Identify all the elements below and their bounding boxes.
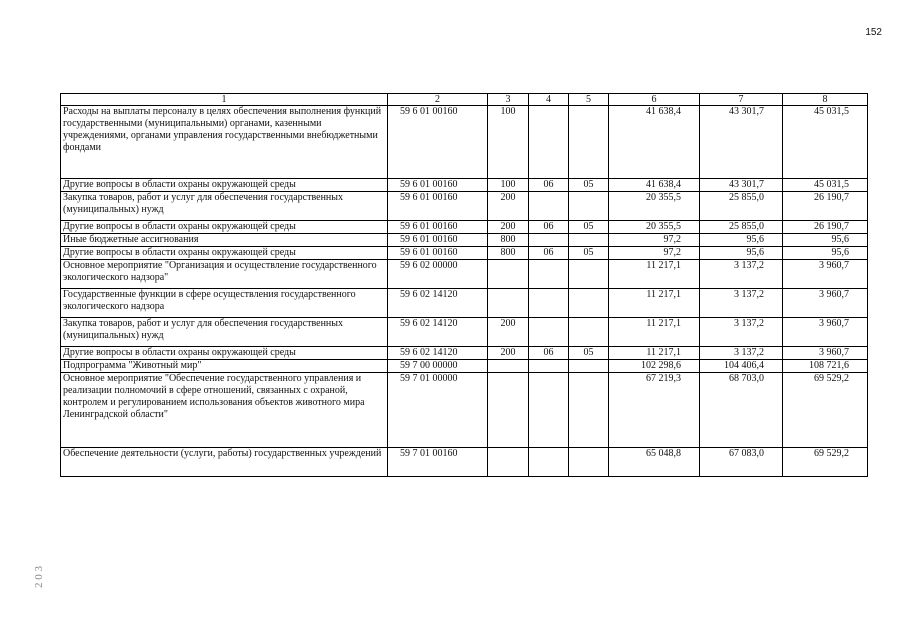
target-article-code: 59 7 01 00000 (388, 373, 488, 448)
table-row (61, 373, 868, 448)
target-article-code: 59 7 01 00160 (388, 448, 488, 477)
subsection-code (569, 106, 609, 179)
expense-type-code: 200 (488, 192, 529, 221)
section-code (529, 373, 569, 448)
amount-year-2: 43 301,7 (700, 179, 783, 192)
expense-type-code (488, 373, 529, 448)
subsection-code (569, 448, 609, 477)
expense-type-code: 800 (488, 234, 529, 247)
amount-year-3: 108 721,6 (783, 360, 868, 373)
expense-type-code: 200 (488, 318, 529, 347)
amount-year-2: 95,6 (700, 234, 783, 247)
amount-year-1: 20 355,5 (609, 192, 700, 221)
section-code (529, 192, 569, 221)
amount-year-1: 11 217,1 (609, 289, 700, 318)
expense-name: Другие вопросы в области охраны окружающей среды (61, 347, 388, 360)
target-article-code: 59 6 02 14120 (388, 289, 488, 318)
section-code (529, 234, 569, 247)
table-row (61, 106, 868, 179)
column-number: 1 (61, 94, 388, 106)
expense-name: Расходы на выплаты персоналу в целях обеспечения выполнения функций государственными (муниципальными) органами, казенными учреждениями, органами управления государственными внебюджетными фондами (61, 106, 388, 179)
table-row (61, 192, 868, 221)
column-number: 7 (700, 94, 783, 106)
expense-name: Другие вопросы в области охраны окружающей среды (61, 179, 388, 192)
subsection-code (569, 318, 609, 347)
subsection-code: 05 (569, 179, 609, 192)
expense-type-code (488, 289, 529, 318)
amount-year-3: 26 190,7 (783, 221, 868, 234)
page-number: 152 (865, 27, 882, 38)
budget-table (60, 93, 868, 477)
section-code: 06 (529, 347, 569, 360)
target-article-code: 59 6 01 00160 (388, 247, 488, 260)
target-article-code: 59 6 01 00160 (388, 221, 488, 234)
amount-year-3: 3 960,7 (783, 260, 868, 289)
subsection-code (569, 373, 609, 448)
expense-type-code: 100 (488, 106, 529, 179)
amount-year-3: 3 960,7 (783, 318, 868, 347)
section-code: 06 (529, 221, 569, 234)
section-code (529, 106, 569, 179)
amount-year-3: 3 960,7 (783, 347, 868, 360)
expense-type-code (488, 360, 529, 373)
section-code (529, 260, 569, 289)
expense-type-code: 200 (488, 347, 529, 360)
target-article-code: 59 6 01 00160 (388, 106, 488, 179)
subsection-code (569, 192, 609, 221)
amount-year-2: 3 137,2 (700, 318, 783, 347)
amount-year-3: 3 960,7 (783, 289, 868, 318)
column-number: 4 (529, 94, 569, 106)
table-row (61, 347, 868, 360)
amount-year-1: 67 219,3 (609, 373, 700, 448)
amount-year-1: 97,2 (609, 234, 700, 247)
target-article-code: 59 6 02 14120 (388, 318, 488, 347)
expense-type-code (488, 448, 529, 477)
expense-name: Иные бюджетные ассигнования (61, 234, 388, 247)
table-row (61, 260, 868, 289)
amount-year-2: 3 137,2 (700, 260, 783, 289)
table-row (61, 360, 868, 373)
amount-year-3: 45 031,5 (783, 106, 868, 179)
margin-stamp: 2 0 3 (33, 566, 45, 588)
amount-year-1: 102 298,6 (609, 360, 700, 373)
expense-name: Закупка товаров, работ и услуг для обеспечения государственных (муниципальных) нужд (61, 318, 388, 347)
section-code (529, 448, 569, 477)
amount-year-1: 11 217,1 (609, 260, 700, 289)
amount-year-1: 65 048,8 (609, 448, 700, 477)
expense-name: Основное мероприятие "Организация и осуществление государственного экологического надзора" (61, 260, 388, 289)
expense-name: Подпрограмма "Животный мир" (61, 360, 388, 373)
section-code (529, 289, 569, 318)
amount-year-3: 95,6 (783, 247, 868, 260)
table-row (61, 247, 868, 260)
amount-year-1: 11 217,1 (609, 347, 700, 360)
column-number: 5 (569, 94, 609, 106)
subsection-code (569, 289, 609, 318)
column-number-row (61, 94, 868, 106)
column-number: 6 (609, 94, 700, 106)
table-row (61, 221, 868, 234)
table-row (61, 289, 868, 318)
section-code: 06 (529, 247, 569, 260)
amount-year-2: 67 083,0 (700, 448, 783, 477)
table-row (61, 448, 868, 477)
expense-name: Другие вопросы в области охраны окружающей среды (61, 221, 388, 234)
amount-year-1: 97,2 (609, 247, 700, 260)
section-code: 06 (529, 179, 569, 192)
column-number: 3 (488, 94, 529, 106)
column-number: 8 (783, 94, 868, 106)
expense-name: Обеспечение деятельности (услуги, работы) государственных учреждений (61, 448, 388, 477)
subsection-code: 05 (569, 347, 609, 360)
expense-type-code (488, 260, 529, 289)
section-code (529, 360, 569, 373)
target-article-code: 59 6 01 00160 (388, 179, 488, 192)
amount-year-2: 95,6 (700, 247, 783, 260)
target-article-code: 59 6 02 00000 (388, 260, 488, 289)
amount-year-3: 45 031,5 (783, 179, 868, 192)
expense-name: Государственные функции в сфере осуществления государственного экологического надзора (61, 289, 388, 318)
amount-year-2: 25 855,0 (700, 192, 783, 221)
amount-year-3: 69 529,2 (783, 448, 868, 477)
amount-year-3: 69 529,2 (783, 373, 868, 448)
amount-year-2: 68 703,0 (700, 373, 783, 448)
amount-year-1: 41 638,4 (609, 106, 700, 179)
target-article-code: 59 7 00 00000 (388, 360, 488, 373)
subsection-code: 05 (569, 221, 609, 234)
amount-year-1: 11 217,1 (609, 318, 700, 347)
expense-type-code: 200 (488, 221, 529, 234)
amount-year-2: 3 137,2 (700, 347, 783, 360)
subsection-code (569, 260, 609, 289)
subsection-code (569, 360, 609, 373)
subsection-code (569, 234, 609, 247)
table-row (61, 234, 868, 247)
amount-year-2: 104 406,4 (700, 360, 783, 373)
subsection-code: 05 (569, 247, 609, 260)
expense-type-code: 100 (488, 179, 529, 192)
target-article-code: 59 6 01 00160 (388, 234, 488, 247)
expense-name: Другие вопросы в области охраны окружающей среды (61, 247, 388, 260)
table-row (61, 318, 868, 347)
table-row (61, 179, 868, 192)
target-article-code: 59 6 01 00160 (388, 192, 488, 221)
amount-year-2: 25 855,0 (700, 221, 783, 234)
expense-name: Основное мероприятие "Обеспечение государственного управления и реализации полномочий в сфере отношений, связанных с охраной, контролем и регулированием использования объектов животного мира Ленинградской области" (61, 373, 388, 448)
amount-year-2: 3 137,2 (700, 289, 783, 318)
expense-name: Закупка товаров, работ и услуг для обеспечения государственных (муниципальных) нужд (61, 192, 388, 221)
amount-year-1: 41 638,4 (609, 179, 700, 192)
amount-year-1: 20 355,5 (609, 221, 700, 234)
amount-year-2: 43 301,7 (700, 106, 783, 179)
section-code (529, 318, 569, 347)
target-article-code: 59 6 02 14120 (388, 347, 488, 360)
column-number: 2 (388, 94, 488, 106)
amount-year-3: 95,6 (783, 234, 868, 247)
expense-type-code: 800 (488, 247, 529, 260)
amount-year-3: 26 190,7 (783, 192, 868, 221)
